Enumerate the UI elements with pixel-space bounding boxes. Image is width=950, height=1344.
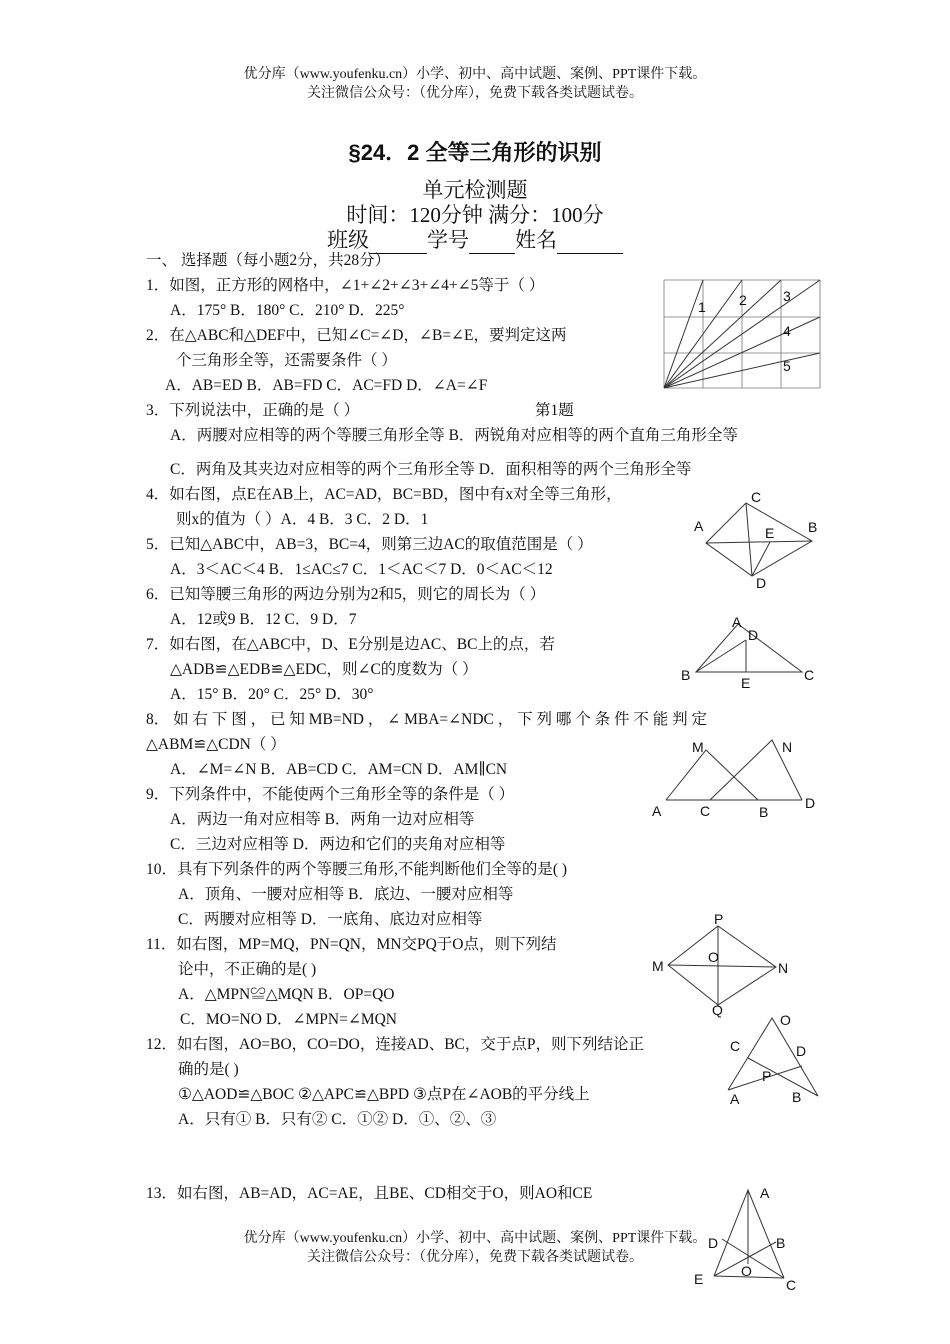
- q2-stem-2: 个三角形全等，还需要条件（ ）: [176, 352, 397, 369]
- figure-q8: [648, 736, 824, 822]
- point-d: D: [748, 627, 759, 643]
- q12-stem-1: 12．如右图，AO=BO，CO=DO，连接AD、BC，交于点P，则下列结论正: [146, 1036, 645, 1053]
- segment-bc: [748, 1058, 818, 1096]
- point-c: C: [700, 803, 711, 819]
- q5-options: A．3＜AC＜4 B．1≤AC≤7 C．1＜AC＜7 D．0＜AC＜12: [170, 561, 553, 578]
- point-c: C: [786, 1277, 797, 1293]
- q12-line-3: ①△AOD≌△BOC ②△APC≌△BPD ③点P在∠AOB的平分线上: [178, 1086, 590, 1103]
- footer-line-2: 关注微信公众号：（优分库），免费下载各类试题试卷。: [307, 1250, 643, 1265]
- point-c: C: [804, 667, 815, 683]
- q4-stem-1: 4．如右图，点E在AB上，AC=AD，BC=BD，图中有x对全等三角形，: [146, 486, 622, 503]
- point-o: O: [780, 1012, 791, 1028]
- class-label: 班级: [327, 228, 369, 252]
- point-e: E: [694, 1271, 704, 1287]
- point-b: B: [776, 1235, 786, 1251]
- point-c: C: [730, 1038, 741, 1054]
- point-p: P: [714, 911, 724, 927]
- q9-option-line-1: A．两边一角对应相等 B．两角一边对应相等: [170, 811, 475, 828]
- q2-stem-1: 2．在△ABC和△DEF中，已知∠C=∠D，∠B=∠E，要判定这两: [146, 327, 567, 344]
- segment-cd: [746, 503, 752, 576]
- point-a: A: [760, 1185, 770, 1201]
- point-n: N: [782, 739, 793, 755]
- point-b: B: [759, 804, 769, 820]
- segment-mn: [668, 965, 776, 967]
- q10-option-line-2: C．两腰对应相等 D．一底角、底边对应相等: [178, 911, 483, 928]
- segment-ab: [706, 541, 812, 543]
- q7-stem-2: △ADB≌△EDB≌△EDC，则∠C的度数为（ ）: [170, 661, 478, 678]
- point-p: P: [762, 1068, 772, 1084]
- point-b: B: [681, 667, 691, 683]
- time-line: 时间：120分钟 满分：100分: [346, 203, 604, 227]
- q12-stem-2: 确的是( ): [178, 1061, 239, 1078]
- q3-option-line-2: C．两角及其夹边对应相等的两个三角形全等 D．面积相等的两个三角形全等: [170, 461, 692, 478]
- q4-stem-2: 则x的值为（ ）A．4 B．3 C．2 D．1: [176, 511, 429, 528]
- q7-options: A．15° B．20° C．25° D．30°: [170, 686, 374, 703]
- q1-options: A．175° B．180° C．210° D．225°: [170, 302, 405, 319]
- page-title: §24．2 全等三角形的识别: [348, 140, 602, 165]
- q11-option-line-1: A．△MPN≌△MQN B．OP=QO: [178, 986, 395, 1003]
- q2-options: A．AB=ED B．AB=FD C．AC=FD D．∠A=∠F: [165, 377, 488, 394]
- number-label: 学号: [427, 228, 469, 252]
- point-d: D: [708, 1235, 719, 1251]
- header-line-2: 关注微信公众号：（优分库），免费下载各类试题试卷。: [307, 86, 643, 101]
- q8-stem-1: 8． 如 右 下 图 ， 已 知 MB=ND ， ∠ MBA=∠NDC ， 下 列 哪 个 条 件 不 能 判 定: [146, 711, 708, 728]
- q12-options: A．只有① B．只有② C．①② D．①、②、③: [178, 1111, 497, 1128]
- q10-option-line-1: A．顶角、一腰对应相等 B．底边、一腰对应相等: [178, 886, 514, 903]
- point-d: D: [796, 1043, 807, 1059]
- q11-stem-1: 11．如右图，MP=MQ，PN=QN，MN交PQ于O点，则下列结: [146, 936, 557, 953]
- q9-option-line-2: C．三边对应相等 D．两边和它们的夹角对应相等: [170, 836, 506, 853]
- figure-q11: [650, 910, 800, 1020]
- kite-outline: [706, 503, 812, 576]
- angle-label-3: 3: [783, 288, 791, 304]
- point-a: A: [652, 803, 662, 819]
- q9-stem: 9．下列条件中，不能使两个三角形全等的条件是（ ）: [146, 786, 515, 803]
- q7-stem-1: 7．如右图，在△ABC中，D、E分别是边AC、BC上的点，若: [146, 636, 555, 653]
- angle-label-1: 1: [698, 299, 706, 315]
- point-c: C: [751, 489, 762, 505]
- point-q: Q: [712, 1002, 723, 1018]
- footer-line-1: 优分库（www.youfenku.cn）小学、初中、高中试题、案例、PPT课件下载。: [243, 1231, 707, 1246]
- name-label: 姓名: [515, 228, 557, 252]
- point-d: D: [756, 575, 767, 591]
- angle-label-2: 2: [739, 292, 747, 308]
- point-m: M: [692, 739, 704, 755]
- student-info-line: [0, 224, 950, 254]
- figure-q7: [676, 612, 822, 692]
- subtitle: 单元检测题: [422, 178, 528, 202]
- q8-options: A．∠M=∠N B．AB=CD C．AM=CN D．AM∥CN: [170, 761, 508, 778]
- section-heading: 一、 选择题（每小题2分，共28分）: [146, 252, 391, 269]
- q6-options: A．12或9 B．12 C．9 D．7: [170, 611, 357, 628]
- q10-stem: 10．具有下列条件的两个等腰三角形,不能判断他们全等的是( ): [146, 861, 568, 878]
- angle-label-4: 4: [783, 323, 791, 339]
- point-e: E: [765, 525, 775, 541]
- segment-bd: [696, 640, 746, 672]
- q8-stem-2: △ABM≌△CDN（ ）: [146, 736, 286, 753]
- point-b: B: [808, 519, 818, 535]
- point-o: O: [708, 949, 719, 965]
- figure-q12: [724, 1012, 824, 1108]
- number-blank[interactable]: [469, 233, 515, 254]
- point-a: A: [732, 614, 742, 630]
- point-m: M: [652, 958, 664, 974]
- q13-stem: 13．如右图，AB=AD，AC=AE，且BE、CD相交于O，则AO和CE: [146, 1185, 593, 1202]
- point-a: A: [730, 1091, 740, 1107]
- figure-q4: [690, 486, 830, 596]
- q6-stem: 6．已知等腰三角形的两边分别为2和5，则它的周长为（ ）: [146, 586, 546, 603]
- point-b: B: [792, 1089, 802, 1105]
- angle-label-5: 5: [783, 358, 791, 374]
- figure-1-caption: 第1题: [535, 402, 574, 419]
- q5-stem: 5．已知△ABC中，AB=3，BC=4，则第三边AC的取值范围是（ ）: [146, 536, 593, 553]
- q3-option-line-1: A．两腰对应相等的两个等腰三角形全等 B．两锐角对应相等的两个直角三角形全等: [170, 427, 738, 444]
- point-d: D: [805, 795, 816, 811]
- triangle-abm: [666, 750, 758, 800]
- header-line-1: 优分库（www.youfenku.cn）小学、初中、高中试题、案例、PPT课件下载。: [243, 67, 707, 82]
- point-n: N: [778, 960, 789, 976]
- name-blank[interactable]: [557, 233, 623, 254]
- point-a: A: [694, 518, 704, 534]
- q3-stem: 3．下列说法中，正确的是（ ）: [146, 402, 360, 419]
- point-o: O: [741, 1263, 752, 1279]
- q11-stem-2: 论中，不正确的是( ): [178, 961, 317, 978]
- q1-stem: 1．如图，正方形的网格中，∠1+∠2+∠3+∠4+∠5等于（ ）: [146, 277, 545, 294]
- point-e: E: [741, 675, 751, 691]
- figure-1-grid: [662, 278, 822, 390]
- q11-option-line-2: C．MO=NO D．∠MPN=∠MQN: [180, 1011, 397, 1028]
